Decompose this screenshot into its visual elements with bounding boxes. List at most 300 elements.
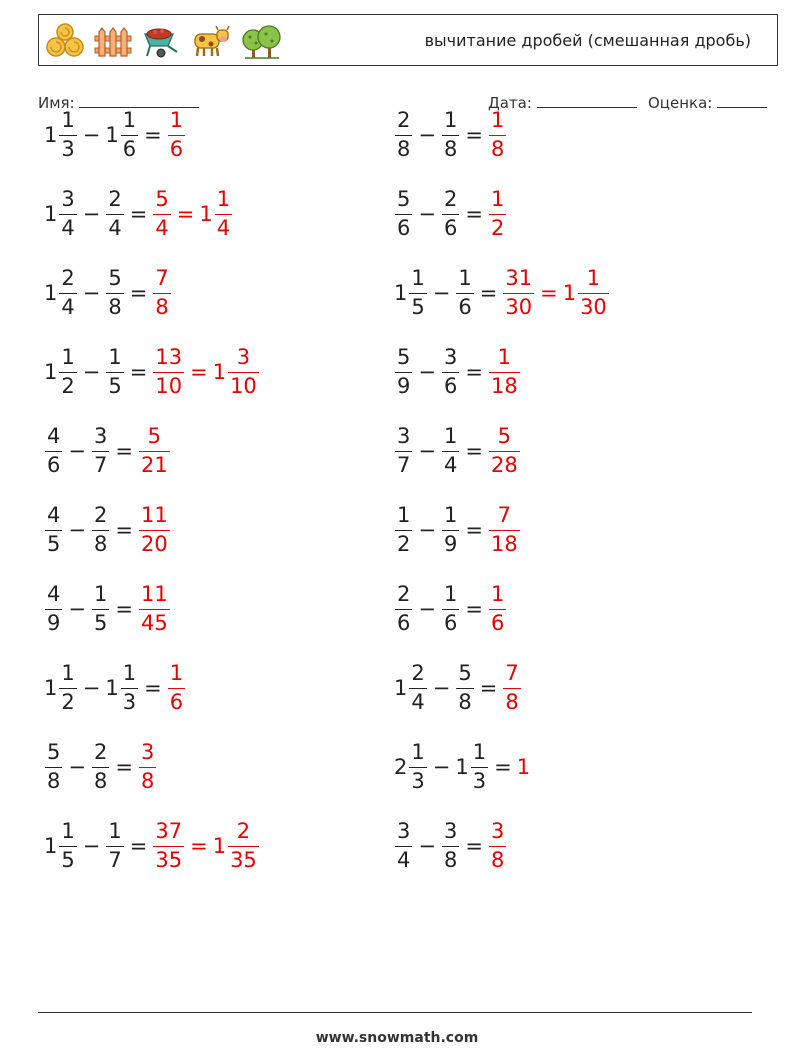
answer-fraction-bar bbox=[215, 214, 232, 215]
minuend-fraction-bar bbox=[59, 293, 76, 294]
subtrahend-numerator: 1 bbox=[108, 344, 122, 369]
answer-whole: 1 bbox=[199, 201, 213, 226]
answer-denominator: 8 bbox=[490, 137, 505, 162]
answer-denominator: 6 bbox=[169, 690, 184, 715]
problem-row bbox=[44, 183, 233, 245]
answer-fraction bbox=[503, 660, 520, 715]
answer bbox=[167, 660, 186, 715]
answer-fraction-bar bbox=[489, 372, 520, 373]
answer-denominator: 2 bbox=[490, 216, 505, 241]
minuend-denominator: 5 bbox=[411, 295, 425, 320]
subtrahend-whole: 1 bbox=[455, 755, 469, 779]
minuend-denominator: 7 bbox=[397, 453, 411, 478]
minuend-fraction-bar bbox=[59, 135, 76, 136]
minuend-fraction bbox=[395, 344, 412, 399]
problem-row bbox=[394, 420, 521, 482]
minus-sign: − bbox=[418, 597, 436, 621]
minuend-fraction bbox=[45, 423, 62, 478]
answer-fraction bbox=[139, 423, 170, 478]
problem-row bbox=[394, 341, 521, 403]
subtrahend-denominator: 4 bbox=[108, 216, 122, 241]
answer-fraction-bar bbox=[153, 214, 170, 215]
subtrahend-fraction-bar bbox=[121, 135, 138, 136]
answer-numerator: 3 bbox=[236, 344, 251, 369]
subtrahend-whole: 1 bbox=[105, 676, 119, 700]
answer-fraction-bar bbox=[489, 451, 520, 452]
minus-sign: − bbox=[82, 123, 101, 147]
answer-denominator: 30 bbox=[580, 295, 607, 320]
minus-sign: − bbox=[68, 439, 86, 463]
answer-fraction bbox=[489, 423, 520, 478]
subtrahend-fraction bbox=[471, 739, 488, 794]
minuend-denominator: 2 bbox=[397, 532, 411, 557]
answer-equals-sign: = bbox=[190, 359, 208, 384]
answer-denominator: 4 bbox=[216, 216, 231, 241]
minuend-fraction-bar bbox=[395, 530, 412, 531]
subtrahend-fraction bbox=[456, 660, 473, 715]
equals-sign: = bbox=[115, 439, 133, 463]
answer-fraction bbox=[489, 581, 506, 636]
fence-icon bbox=[93, 22, 133, 60]
answer-fraction bbox=[228, 818, 259, 873]
equals-sign: = bbox=[115, 518, 133, 542]
subtrahend-fraction bbox=[442, 423, 459, 478]
answer-denominator: 6 bbox=[490, 611, 505, 636]
minuend-fraction bbox=[395, 502, 412, 557]
answer-fraction-bar bbox=[153, 372, 184, 373]
minuend-whole: 1 bbox=[394, 281, 408, 305]
subtrahend-denominator: 8 bbox=[458, 690, 472, 715]
minuend-denominator: 9 bbox=[397, 374, 411, 399]
answer-fraction bbox=[578, 265, 609, 320]
footer-divider bbox=[38, 1012, 752, 1013]
name-label: Имя: bbox=[38, 94, 75, 112]
subtrahend-denominator: 8 bbox=[93, 769, 108, 794]
answer-equals-sign: = bbox=[190, 833, 208, 858]
equals-sign: = bbox=[494, 755, 512, 779]
problem-row bbox=[394, 657, 522, 719]
minuend-fraction bbox=[59, 107, 76, 162]
minus-sign: − bbox=[82, 676, 101, 700]
answer-fraction-bar bbox=[489, 846, 506, 847]
answer-numerator: 7 bbox=[497, 502, 512, 527]
problem-row bbox=[394, 578, 507, 640]
subtrahend-numerator: 3 bbox=[443, 344, 458, 369]
footer-url: www.snowmath.com bbox=[315, 1030, 479, 1046]
minuend-fraction bbox=[45, 739, 62, 794]
grade-blank[interactable] bbox=[717, 93, 767, 108]
trees-icon bbox=[239, 22, 283, 60]
minuend-fraction-bar bbox=[59, 214, 76, 215]
subtrahend-fraction-bar bbox=[106, 293, 123, 294]
answer bbox=[488, 423, 521, 478]
subtrahend-numerator: 1 bbox=[472, 739, 487, 764]
answer bbox=[488, 344, 521, 399]
minus-sign: − bbox=[418, 439, 436, 463]
minuend-denominator: 4 bbox=[61, 216, 75, 241]
equals-sign: = bbox=[129, 834, 148, 858]
subtrahend-fraction-bar bbox=[442, 135, 459, 136]
minus-sign: − bbox=[432, 755, 451, 779]
minuend-fraction-bar bbox=[59, 846, 76, 847]
minuend-numerator: 4 bbox=[47, 581, 61, 606]
subtrahend-numerator: 3 bbox=[443, 818, 458, 843]
subtrahend-fraction-bar bbox=[442, 530, 459, 531]
subtrahend-denominator: 5 bbox=[93, 611, 108, 636]
subtrahend-numerator: 1 bbox=[108, 818, 122, 843]
minuend-whole: 1 bbox=[44, 676, 58, 700]
minuend-fraction-bar bbox=[409, 767, 426, 768]
minuend-numerator: 3 bbox=[61, 186, 75, 211]
subtrahend-fraction-bar bbox=[106, 214, 123, 215]
equals-sign: = bbox=[479, 281, 498, 305]
minus-sign: − bbox=[82, 281, 101, 305]
answer-numerator: 11 bbox=[140, 581, 168, 606]
subtrahend-fraction-bar bbox=[121, 688, 138, 689]
problem-row bbox=[394, 815, 507, 877]
subtrahend-numerator: 2 bbox=[93, 739, 108, 764]
minuend-fraction bbox=[59, 265, 76, 320]
subtrahend-numerator: 2 bbox=[93, 502, 108, 527]
answer-fraction bbox=[489, 107, 506, 162]
answer bbox=[488, 107, 507, 162]
subtrahend-fraction-bar bbox=[471, 767, 488, 768]
answer bbox=[488, 581, 507, 636]
subtrahend-denominator: 5 bbox=[108, 374, 122, 399]
subtrahend-fraction bbox=[442, 818, 459, 873]
subtrahend-denominator: 8 bbox=[443, 848, 458, 873]
answer-fraction bbox=[139, 739, 156, 794]
cow-icon bbox=[189, 22, 231, 60]
answer-whole: 1 bbox=[212, 359, 227, 384]
equals-sign: = bbox=[144, 676, 162, 700]
minuend-fraction-bar bbox=[409, 293, 426, 294]
minus-sign: − bbox=[418, 834, 436, 858]
answer-fraction-bar bbox=[139, 530, 170, 531]
answer-numerator: 3 bbox=[490, 818, 505, 843]
equals-sign: = bbox=[465, 123, 483, 147]
answer-whole: 1 bbox=[212, 833, 227, 858]
answer-denominator: 4 bbox=[155, 216, 169, 241]
minuend-numerator: 5 bbox=[397, 344, 411, 369]
answer bbox=[517, 755, 531, 779]
problem-row bbox=[394, 736, 531, 798]
answer-fraction bbox=[489, 186, 506, 241]
answer-fraction-bar bbox=[228, 372, 259, 373]
answer-numerator: 1 bbox=[490, 186, 505, 211]
answer-equals-sign: = bbox=[540, 280, 558, 305]
subtrahend-fraction bbox=[92, 423, 109, 478]
subtrahend-numerator: 1 bbox=[443, 107, 458, 132]
equals-sign: = bbox=[129, 202, 148, 226]
answer-fraction-bar bbox=[228, 846, 259, 847]
minuend-numerator: 2 bbox=[411, 660, 425, 685]
answer-numerator: 11 bbox=[140, 502, 168, 527]
minuend-fraction-bar bbox=[59, 688, 76, 689]
answer bbox=[152, 265, 171, 320]
worksheet-header bbox=[38, 14, 778, 66]
subtrahend-denominator: 6 bbox=[458, 295, 472, 320]
problem-row bbox=[394, 499, 521, 561]
minuend-denominator: 2 bbox=[61, 690, 75, 715]
subtrahend-fraction bbox=[442, 344, 459, 399]
minus-sign: − bbox=[418, 518, 436, 542]
answer-numerator: 5 bbox=[147, 423, 162, 448]
answer-fraction bbox=[153, 265, 170, 320]
minuend-numerator: 2 bbox=[61, 265, 75, 290]
answer-numerator: 5 bbox=[497, 423, 512, 448]
subtrahend-denominator: 6 bbox=[443, 374, 458, 399]
answer-denominator: 21 bbox=[140, 453, 168, 478]
answer-denominator: 35 bbox=[230, 848, 257, 873]
subtrahend-fraction bbox=[106, 265, 123, 320]
answer-fraction-bar bbox=[578, 293, 609, 294]
minuend-whole: 1 bbox=[44, 202, 58, 226]
equals-sign: = bbox=[465, 834, 483, 858]
minuend-numerator: 5 bbox=[47, 739, 61, 764]
minuend-whole: 1 bbox=[44, 834, 58, 858]
minuend-fraction bbox=[59, 186, 76, 241]
answer bbox=[502, 660, 521, 715]
minus-sign: − bbox=[82, 202, 101, 226]
subtrahend-fraction bbox=[92, 502, 109, 557]
answer-numerator: 31 bbox=[505, 265, 533, 290]
subtrahend-fraction bbox=[92, 581, 109, 636]
answer-fraction-bar bbox=[489, 530, 520, 531]
subtrahend-numerator: 3 bbox=[93, 423, 108, 448]
minuend-denominator: 4 bbox=[61, 295, 75, 320]
answer-fraction bbox=[168, 660, 185, 715]
answer-denominator: 8 bbox=[140, 769, 155, 794]
minuend-numerator: 5 bbox=[397, 186, 411, 211]
subtrahend-numerator: 2 bbox=[443, 186, 458, 211]
subtrahend-fraction bbox=[442, 186, 459, 241]
minuend-fraction-bar bbox=[409, 688, 426, 689]
minuend-numerator: 1 bbox=[61, 107, 75, 132]
answer-fraction-bar bbox=[489, 214, 506, 215]
equals-sign: = bbox=[115, 597, 133, 621]
subtrahend-fraction-bar bbox=[442, 609, 459, 610]
minuend-fraction bbox=[395, 186, 412, 241]
minuend-fraction bbox=[59, 660, 76, 715]
equals-sign: = bbox=[465, 439, 483, 463]
minus-sign: − bbox=[418, 123, 436, 147]
minuend-fraction-bar bbox=[45, 530, 62, 531]
subtrahend-fraction-bar bbox=[456, 293, 473, 294]
answer-denominator: 28 bbox=[490, 453, 518, 478]
equals-sign: = bbox=[144, 123, 162, 147]
minuend-denominator: 8 bbox=[47, 769, 61, 794]
minuend-fraction-bar bbox=[395, 135, 412, 136]
answer-denominator: 10 bbox=[155, 374, 183, 399]
minuend-whole: 1 bbox=[44, 281, 58, 305]
answer bbox=[152, 186, 233, 241]
answer-numerator: 2 bbox=[236, 818, 251, 843]
subtrahend-denominator: 6 bbox=[122, 137, 137, 162]
equals-sign: = bbox=[465, 518, 483, 542]
subtrahend-fraction-bar bbox=[106, 846, 123, 847]
minuend-denominator: 9 bbox=[47, 611, 61, 636]
answer-whole: 1 bbox=[516, 755, 531, 779]
answer-fraction-bar bbox=[168, 135, 185, 136]
problem-row bbox=[394, 183, 507, 245]
minuend-numerator: 4 bbox=[47, 423, 61, 448]
answer-fraction bbox=[153, 186, 170, 241]
minuend-denominator: 2 bbox=[61, 374, 75, 399]
minus-sign: − bbox=[82, 360, 101, 384]
minuend-denominator: 6 bbox=[47, 453, 61, 478]
minuend-fraction bbox=[409, 265, 426, 320]
answer-numerator: 1 bbox=[169, 660, 184, 685]
subtrahend-denominator: 9 bbox=[443, 532, 458, 557]
equals-sign: = bbox=[129, 281, 148, 305]
minuend-fraction-bar bbox=[395, 609, 412, 610]
subtrahend-fraction bbox=[106, 186, 123, 241]
minuend-denominator: 6 bbox=[397, 611, 411, 636]
answer-fraction-bar bbox=[489, 609, 506, 610]
minus-sign: − bbox=[68, 597, 86, 621]
minus-sign: − bbox=[418, 202, 436, 226]
subtrahend-numerator: 1 bbox=[443, 423, 458, 448]
subtrahend-denominator: 4 bbox=[443, 453, 458, 478]
answer-fraction bbox=[153, 818, 184, 873]
minuend-fraction bbox=[59, 344, 76, 399]
answer-fraction bbox=[168, 107, 185, 162]
minuend-numerator: 1 bbox=[61, 818, 75, 843]
problem-row bbox=[44, 578, 171, 640]
answer-denominator: 18 bbox=[490, 532, 518, 557]
subtrahend-fraction bbox=[121, 660, 138, 715]
subtrahend-fraction bbox=[106, 344, 123, 399]
minuend-fraction bbox=[409, 739, 426, 794]
minus-sign: − bbox=[432, 281, 451, 305]
minuend-numerator: 3 bbox=[397, 423, 411, 448]
problem-row bbox=[44, 341, 260, 403]
subtrahend-denominator: 6 bbox=[443, 216, 458, 241]
subtrahend-fraction-bar bbox=[456, 688, 473, 689]
minuend-fraction-bar bbox=[395, 214, 412, 215]
equals-sign: = bbox=[479, 676, 498, 700]
problem-row bbox=[394, 262, 610, 324]
answer-fraction bbox=[489, 502, 520, 557]
subtrahend-fraction bbox=[442, 502, 459, 557]
minuend-numerator: 3 bbox=[397, 818, 411, 843]
subtrahend-fraction bbox=[106, 818, 123, 873]
answer-equals-sign: = bbox=[176, 201, 195, 226]
answer bbox=[138, 502, 171, 557]
subtrahend-whole: 1 bbox=[105, 123, 119, 147]
minuend-denominator: 5 bbox=[61, 848, 75, 873]
answer-fraction-bar bbox=[153, 293, 170, 294]
minuend-whole: 1 bbox=[44, 360, 58, 384]
answer bbox=[502, 265, 609, 320]
minuend-whole: 1 bbox=[394, 676, 408, 700]
header-icons bbox=[45, 21, 283, 61]
minuend-fraction-bar bbox=[45, 609, 62, 610]
subtrahend-numerator: 5 bbox=[108, 265, 122, 290]
minus-sign: − bbox=[68, 518, 86, 542]
answer-numerator: 1 bbox=[490, 581, 505, 606]
equals-sign: = bbox=[129, 360, 148, 384]
minuend-fraction bbox=[59, 818, 76, 873]
answer-fraction-bar bbox=[139, 767, 156, 768]
answer-fraction-bar bbox=[168, 688, 185, 689]
answer bbox=[152, 344, 259, 399]
grade-field bbox=[648, 93, 767, 112]
subtrahend-fraction-bar bbox=[442, 372, 459, 373]
minus-sign: − bbox=[82, 834, 101, 858]
subtrahend-denominator: 7 bbox=[108, 848, 122, 873]
subtrahend-fraction bbox=[456, 265, 473, 320]
minuend-denominator: 4 bbox=[397, 848, 411, 873]
minuend-fraction bbox=[395, 423, 412, 478]
subtrahend-denominator: 3 bbox=[122, 690, 137, 715]
answer-denominator: 6 bbox=[169, 137, 184, 162]
answer-numerator: 1 bbox=[586, 265, 601, 290]
answer-denominator: 8 bbox=[505, 690, 519, 715]
answer-fraction-bar bbox=[503, 688, 520, 689]
subtrahend-numerator: 2 bbox=[108, 186, 122, 211]
minuend-whole: 1 bbox=[44, 123, 58, 147]
answer-denominator: 35 bbox=[155, 848, 183, 873]
answer-denominator: 8 bbox=[155, 295, 169, 320]
minuend-numerator: 1 bbox=[61, 344, 75, 369]
answer-denominator: 10 bbox=[230, 374, 257, 399]
problem-row bbox=[44, 420, 171, 482]
minuend-numerator: 4 bbox=[47, 502, 61, 527]
problem-row bbox=[394, 104, 507, 166]
minus-sign: − bbox=[68, 755, 86, 779]
date-blank[interactable] bbox=[537, 93, 637, 108]
answer bbox=[138, 581, 171, 636]
minuend-fraction-bar bbox=[395, 451, 412, 452]
subtrahend-denominator: 8 bbox=[108, 295, 122, 320]
answer-numerator: 1 bbox=[169, 107, 184, 132]
minuend-numerator: 2 bbox=[397, 107, 411, 132]
subtrahend-denominator: 8 bbox=[443, 137, 458, 162]
minuend-fraction-bar bbox=[59, 372, 76, 373]
subtrahend-fraction-bar bbox=[92, 609, 109, 610]
answer-fraction bbox=[139, 502, 170, 557]
answer-numerator: 7 bbox=[505, 660, 519, 685]
subtrahend-denominator: 3 bbox=[472, 769, 487, 794]
minuend-fraction bbox=[395, 818, 412, 873]
minuend-denominator: 5 bbox=[47, 532, 61, 557]
subtrahend-fraction-bar bbox=[92, 530, 109, 531]
subtrahend-numerator: 1 bbox=[122, 107, 137, 132]
minuend-denominator: 3 bbox=[411, 769, 425, 794]
worksheet-title: вычитание дробей (смешанная дробь) bbox=[424, 31, 751, 50]
subtrahend-fraction bbox=[92, 739, 109, 794]
answer-numerator: 7 bbox=[155, 265, 169, 290]
minuend-numerator: 2 bbox=[397, 581, 411, 606]
answer-fraction-bar bbox=[153, 846, 184, 847]
problem-row bbox=[44, 499, 171, 561]
answer-numerator: 1 bbox=[490, 107, 505, 132]
subtrahend-numerator: 1 bbox=[443, 502, 458, 527]
subtrahend-numerator: 5 bbox=[458, 660, 472, 685]
problem-row bbox=[44, 262, 172, 324]
answer-fraction bbox=[489, 818, 506, 873]
minus-sign: − bbox=[418, 360, 436, 384]
subtrahend-numerator: 1 bbox=[93, 581, 108, 606]
date-label: Дата: bbox=[488, 94, 532, 112]
answer-fraction bbox=[153, 344, 184, 399]
subtrahend-fraction-bar bbox=[106, 372, 123, 373]
answer bbox=[138, 739, 157, 794]
subtrahend-fraction-bar bbox=[442, 846, 459, 847]
answer-fraction-bar bbox=[489, 135, 506, 136]
